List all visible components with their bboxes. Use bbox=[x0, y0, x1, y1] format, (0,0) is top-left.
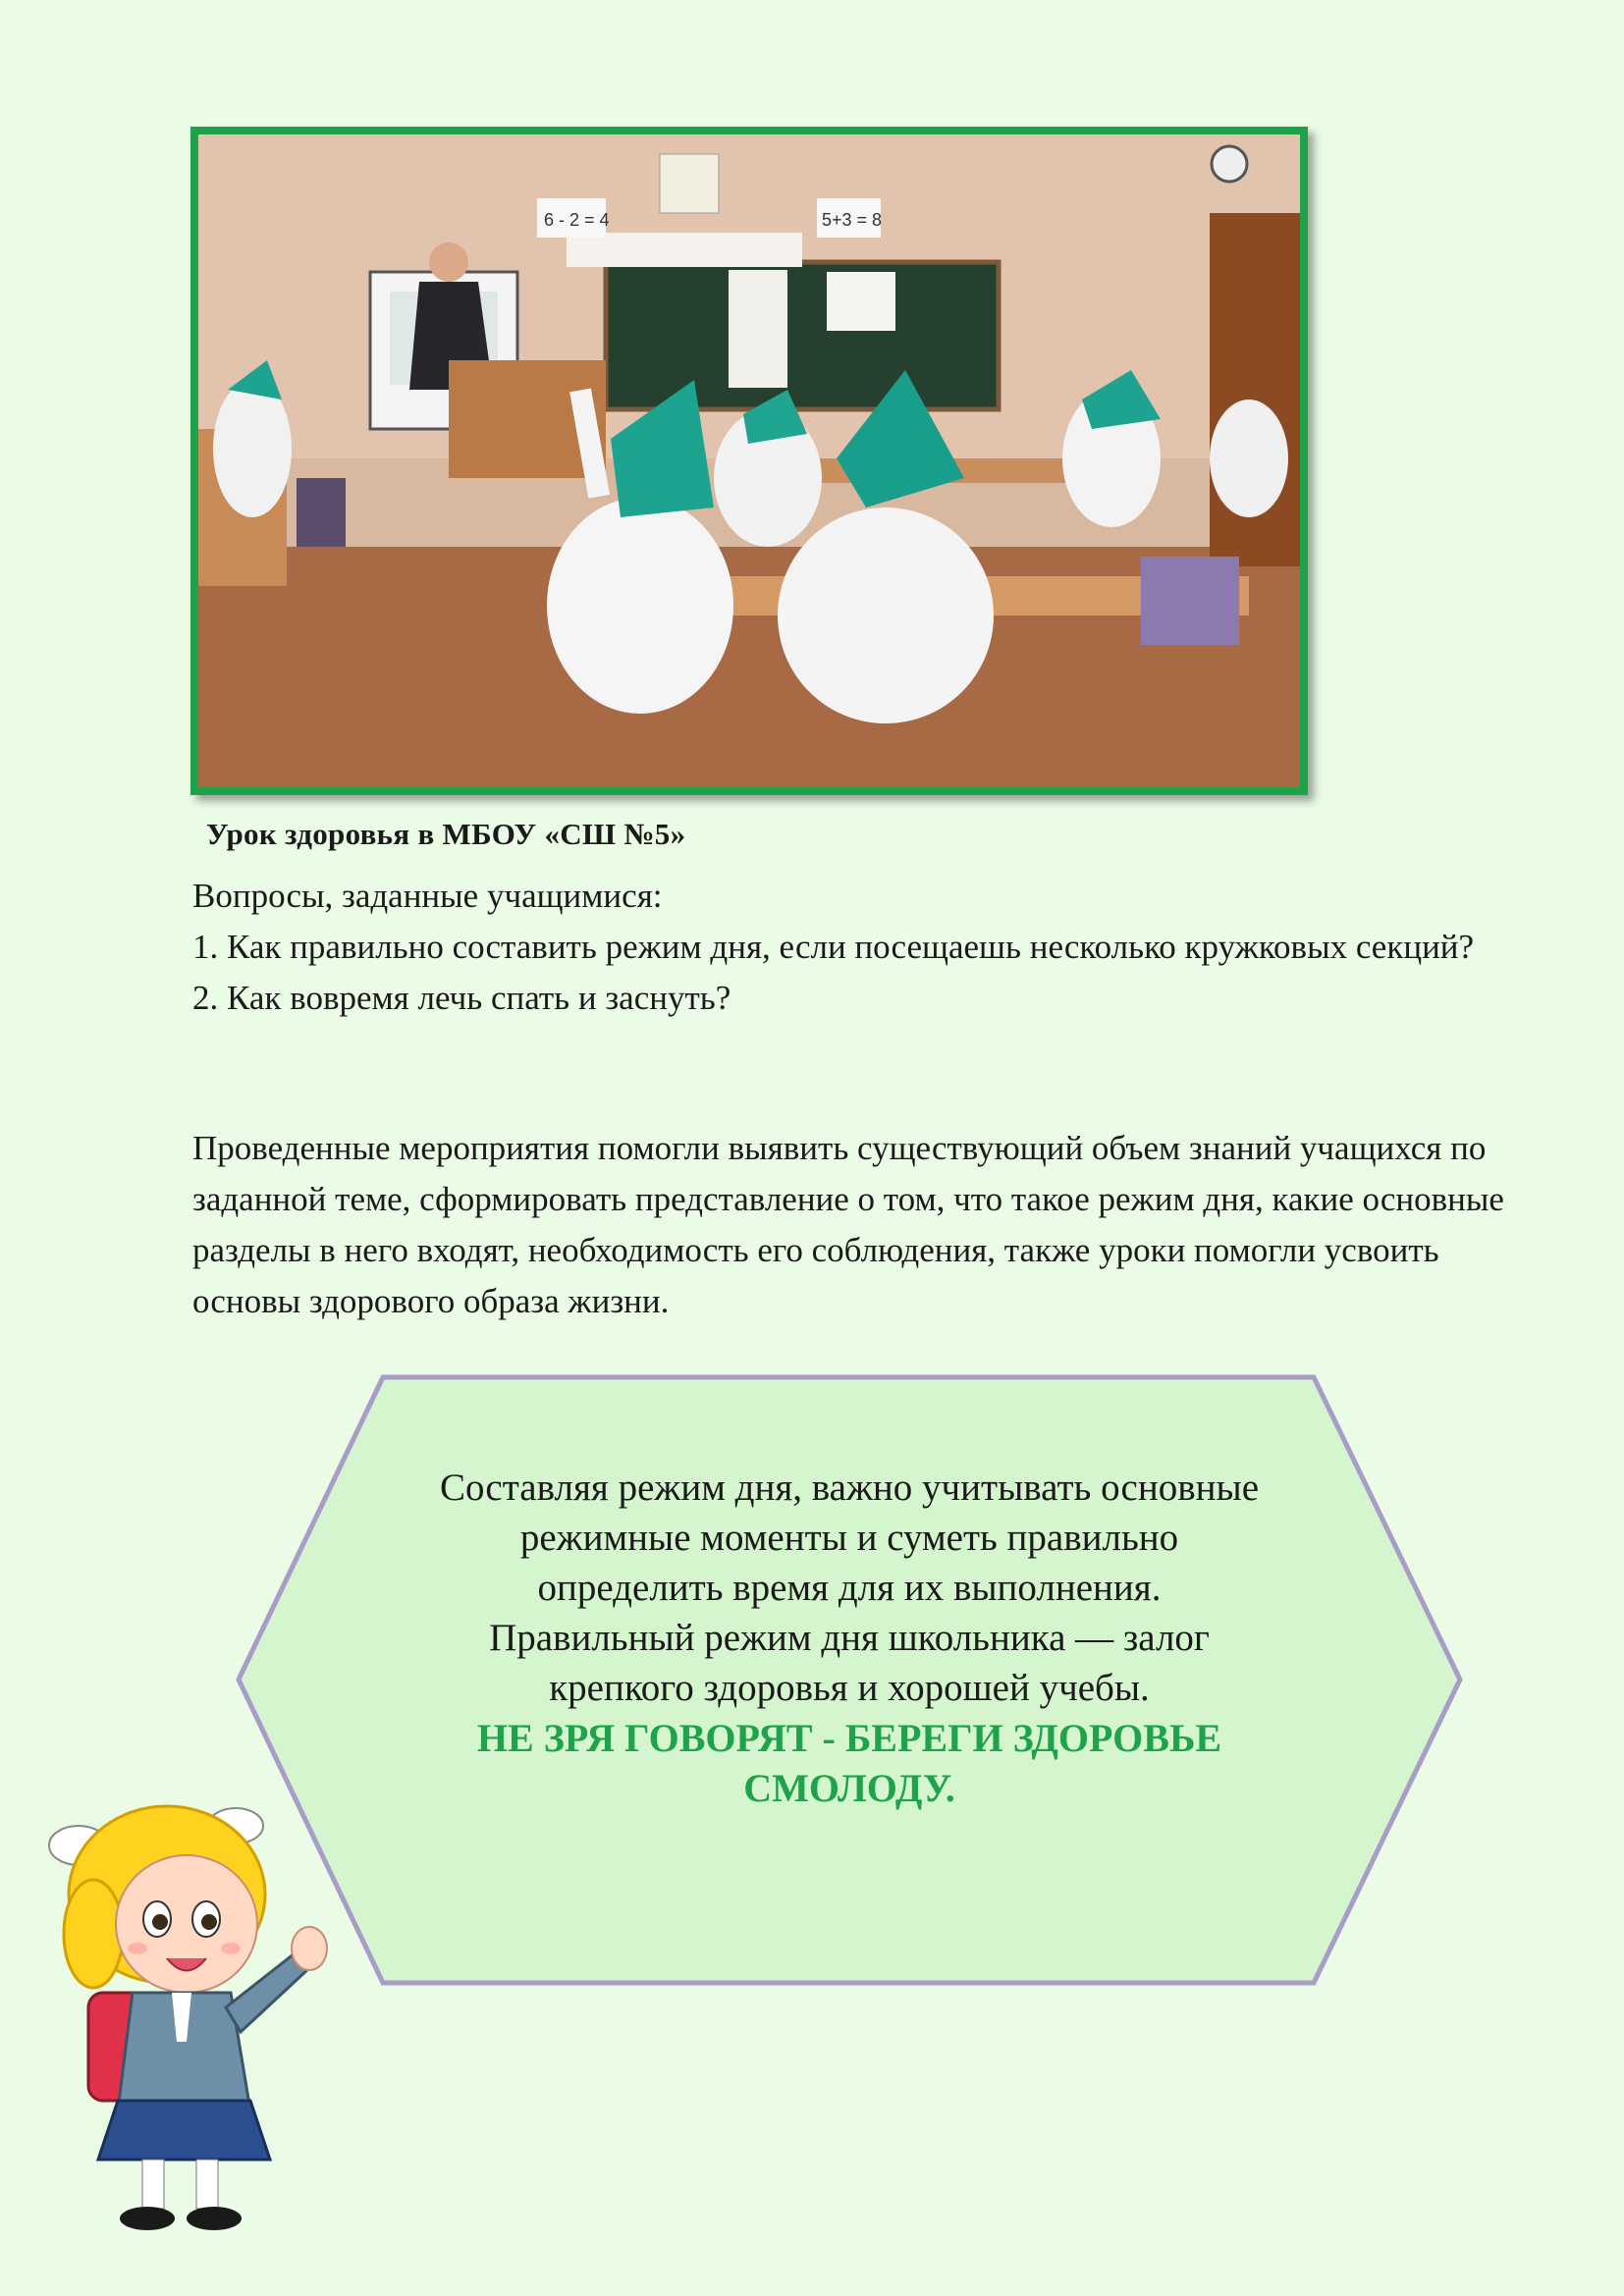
callout-emphasis: НЕ ЗРЯ ГОВОРЯТ - БЕРЕГИ ЗДОРОВЬЕ СМОЛОДУ. bbox=[476, 1716, 1222, 1810]
questions-intro: Вопросы, заданные учащимися: bbox=[192, 877, 663, 915]
summary-text: Проведенные мероприятия помогли выявить существующий объем знаний учащихся по заданной теме, сформировать представление о том, что такое режим дня, какие основные разделы в него входят, необходимость его соблюдения, также уроки помогли усвоить основы здорового образа жизни. bbox=[192, 1129, 1504, 1320]
callout-text-block bbox=[432, 1463, 1267, 1813]
questions-block bbox=[192, 871, 1528, 1024]
schoolgirl-illustration bbox=[39, 1787, 334, 2238]
callout-text: Составляя режим дня, важно учитывать основные режимные моменты и суметь правильно определить время для их выполнения. Правильный режим дня школьника — залог крепкого здоровья и хорошей учебы. bbox=[439, 1467, 1260, 1709]
board-left-text: 6 - 2 = 4 bbox=[544, 210, 610, 230]
summary-paragraph bbox=[192, 1123, 1528, 1327]
classroom-photo-illustration bbox=[198, 134, 1300, 787]
question-item: 1. Как правильно составить режим дня, если посещаешь несколько кружковых секций? bbox=[192, 928, 1475, 966]
classroom-photo bbox=[190, 127, 1308, 795]
board-right-text: 5+3 = 8 bbox=[822, 210, 883, 230]
photo-caption: Урок здоровья в МБОУ «СШ №5» bbox=[206, 817, 686, 851]
question-item: 2. Как вовремя лечь спать и заснуть? bbox=[192, 979, 731, 1017]
callout-hexagon bbox=[236, 1374, 1463, 1986]
